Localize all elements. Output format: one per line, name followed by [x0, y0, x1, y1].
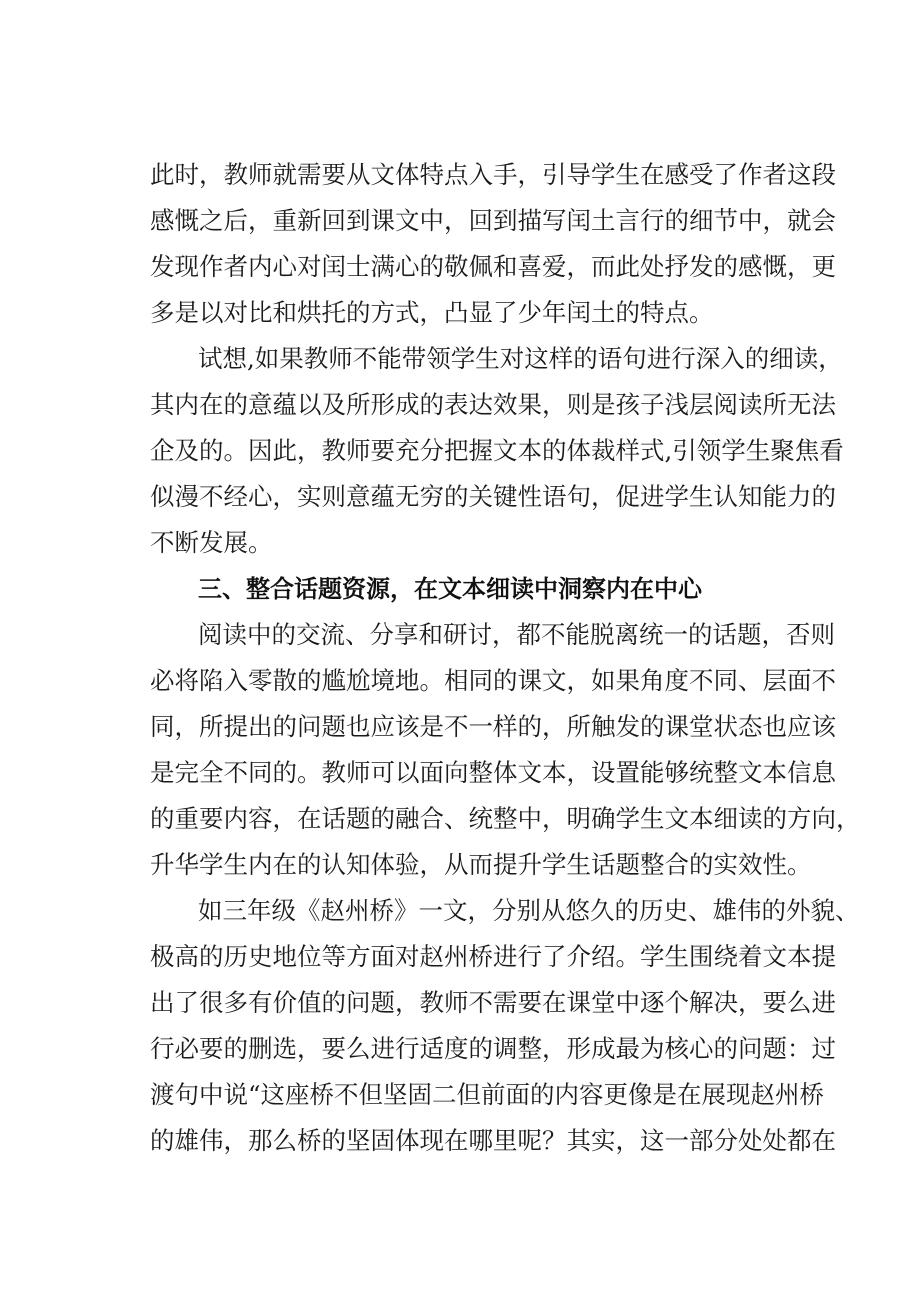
paragraph-3-line-1: 阅读中的交流、分享和研讨，都不能脱离统一的话题，否则	[198, 620, 835, 649]
paragraph-4-line-2: 极高的历史地位等方面对赵州桥进行了介绍。学生围绕着文本提	[150, 942, 836, 971]
section-heading: 三、整合话题资源，在文本细读中洞察内在中心	[198, 575, 702, 603]
paragraph-4-line-1: 如三年级《赵州桥》一文，分别从悠久的历史、雄伟的外貌、	[198, 896, 860, 925]
paragraph-3-line-3: 同，所提出的问题也应该是不一样的，所触发的课堂状态也应该	[150, 712, 836, 741]
paragraph-4-line-3: 出了很多有价值的问题，教师不需要在课堂中逐个解决，要么进	[150, 988, 836, 1017]
paragraph-1-line-4: 多是以对比和烘托的方式，凸显了少年闰土的特点。	[150, 298, 714, 327]
paragraph-4-line-4: 行必要的删选，要么进行适度的调整，形成最为核心的问题：过	[150, 1034, 836, 1063]
paragraph-1-line-2: 感慨之后，重新回到课文中，回到描写闰土言行的细节中，就会	[150, 206, 836, 235]
paragraph-4-line-5: 渡句中说“这座桥不但坚固二但前面的内容更像是在展现赵州桥	[150, 1080, 825, 1109]
paragraph-3-line-5: 的重要内容，在话题的融合、统整中，明确学生文本细读的方向，	[150, 804, 861, 833]
paragraph-2-line-4: 似漫不经心，实则意蕴无穷的关键性语句，促进学生认知能力的	[150, 482, 836, 511]
paragraph-2-line-3: 企及的。因此，教师要充分把握文本的体裁样式,引领学生聚焦看	[150, 436, 844, 465]
paragraph-3-line-2: 必将陷入零散的尴尬境地。相同的课文，如果角度不同、层面不	[150, 666, 836, 695]
paragraph-2-line-1: 试想,如果教师不能带领学生对这样的语句进行深入的细读，	[198, 344, 843, 373]
paragraph-4-line-6: 的雄伟，那么桥的坚固体现在哪里呢？其实，这一部分处处都在	[150, 1126, 836, 1155]
paragraph-1-line-3: 发现作者内心对闰士满心的敬佩和喜爱，而此处抒发的感慨，更	[150, 252, 836, 281]
paragraph-2-line-5: 不断发展。	[150, 528, 273, 557]
paragraph-3-line-4: 是完全不同的。教师可以面向整体文本，设置能够统整文本信息	[150, 758, 836, 787]
paragraph-3-line-6: 升华学生内在的认知体验，从而提升学生话题整合的实效性。	[150, 850, 812, 879]
paragraph-1-line-1: 此时，教师就需要从文体特点入手，引导学生在感受了作者这段	[150, 160, 836, 189]
paragraph-2-line-2: 其内在的意蕴以及所形成的表达效果，则是孩子浅层阅读所无法	[150, 390, 836, 419]
